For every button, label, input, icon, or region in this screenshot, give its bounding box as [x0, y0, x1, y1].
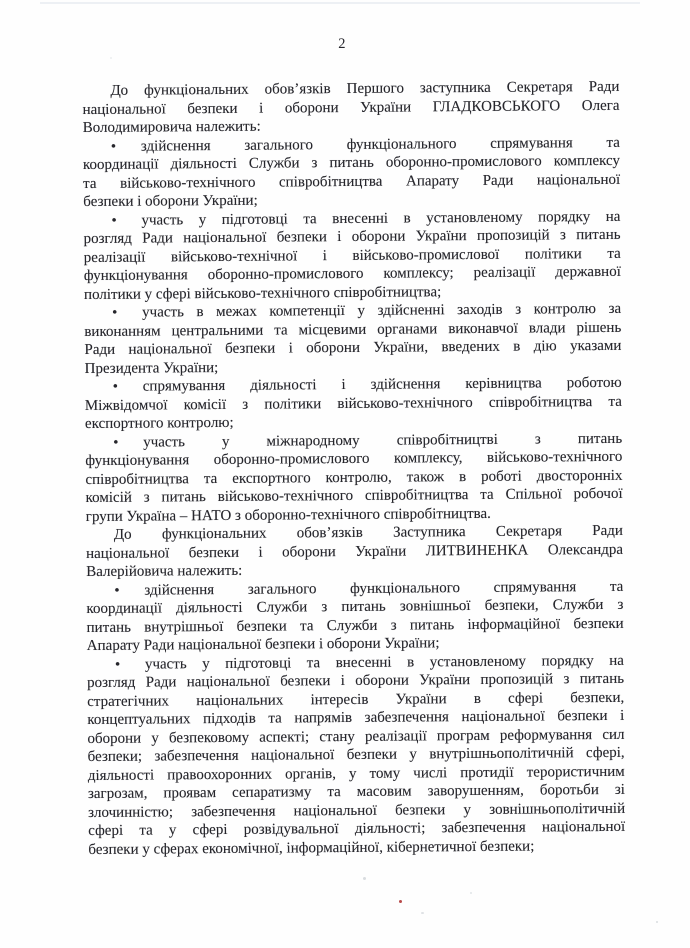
bullet-gap — [123, 667, 145, 668]
first-line-indent — [83, 223, 111, 224]
scan-speck — [363, 877, 366, 880]
text-line: Ради національної безпеки і оборони України, введених в дію указами — [84, 337, 622, 359]
first-line-indent — [85, 445, 113, 446]
scan-speck — [421, 912, 424, 914]
text-line: національної безпеки і оборони України ГЛАДКОВСЬКОГО Олега — [82, 97, 620, 118]
bullet-paragraph — [84, 300, 622, 378]
text-line: групи Україна – НАТО з оборонно-технічного співробітництва. — [85, 505, 491, 525]
text-line: • здійснення загального функціонального спрямування та — [83, 133, 620, 156]
text-line: оборони у безпековому аспекті; стану реалізації програм реформування сил — [87, 726, 625, 747]
text-line: політики у сфері військово-технічного співробітництва; — [83, 283, 442, 303]
bullet-gap — [121, 390, 143, 391]
text-line: Апарату Ради національної безпеки і оборони України; — [86, 635, 440, 655]
text-line: Міжвідомчої комісії з політики військово-технічного співробітництва та — [84, 393, 622, 414]
text-line: Валерійовича належить: — [86, 562, 243, 581]
bullet-marker-icon: • — [114, 656, 121, 673]
bullet-marker-icon: • — [110, 138, 117, 155]
text-line: • здійснення загального функціонального спрямування та — [86, 577, 623, 600]
paragraph — [82, 78, 619, 138]
bullet-marker-icon: • — [111, 212, 117, 229]
text-line: • участь у міжнародному співробітництві з питань — [85, 429, 622, 452]
bullet-paragraph — [83, 133, 621, 211]
text-line: безпеки у сферах економічної, інформаційної, кібернетичної безпеки; — [88, 838, 535, 858]
text-line: сфері та у сфері розвідувальної діяльності; забезпечення національної — [88, 818, 626, 840]
first-line-indent — [85, 390, 113, 391]
text-line: функціонування оборонно-промислового комплексу, військово-технічного — [85, 448, 623, 470]
first-line-indent — [86, 593, 114, 594]
scan-speck — [110, 57, 112, 59]
first-line-indent — [82, 94, 110, 95]
bullet-paragraph — [85, 429, 623, 526]
bullet-gap — [120, 316, 142, 317]
text-line: координації діяльності Служби з питань зовнішньої безпеки, Служби з — [86, 596, 624, 618]
text-line: До функціональних обов’язків Першого заступника Секретаря Ради — [82, 78, 619, 101]
text-line: Володимировича належить: — [82, 118, 261, 137]
bullet-marker-icon: • — [113, 434, 119, 451]
text-line: співробітництва та експортного контролю, також в роботі двосторонніх — [85, 467, 623, 488]
bullet-gap — [119, 149, 141, 150]
text-line: безпеки; забезпечення національної безпеки у внутрішньополітичній сфері, — [87, 744, 625, 766]
text-line: діяльності правоохоронних органів, у тому числі протидії терористичним — [87, 763, 625, 784]
scan-speck — [40, 2, 640, 4]
text-line: безпеки і оборони України; — [83, 192, 258, 211]
page-number: 2 — [338, 35, 346, 53]
text-line: розгляд Ради національної безпеки і оборони України пропозицій з питань — [86, 670, 625, 692]
text-line: • спрямування діяльності і здійснення керівництва роботою — [85, 374, 622, 397]
first-line-indent — [84, 316, 112, 317]
text-line: розгляд Ради національної безпеки і оборони України пропозицій з питань — [83, 226, 621, 248]
text-line: координації діяльності Служби з питань оборонно-промислового комплексу — [82, 152, 621, 174]
bullet-paragraph — [83, 207, 621, 304]
text-line: Президента України; — [84, 359, 219, 377]
paragraph — [86, 522, 623, 582]
document-body — [82, 78, 625, 859]
bullet-gap — [119, 223, 141, 224]
text-line: • участь у підготовці та внесенні в установленому порядку на — [83, 207, 620, 230]
scan-speck — [656, 921, 658, 923]
text-line: загрозам, проявам сепаратизму та масовим заворушенням, боротьби зі — [87, 781, 625, 803]
bullet-gap — [121, 445, 143, 446]
bullet-paragraph — [85, 374, 622, 434]
first-line-indent — [86, 538, 114, 539]
text-line: функціонування оборонно-промислового комплексу; реалізації державної — [83, 263, 621, 285]
scan-speck — [399, 900, 402, 903]
text-line: та військово-технічного співробітництва Апарату Ради національної — [83, 171, 621, 192]
bullet-marker-icon: • — [112, 378, 119, 395]
bullet-gap — [122, 593, 144, 594]
text-line: національної безпеки і оборони України ЛИТВИНЕНКА Олександра — [85, 541, 624, 562]
text-line: питань внутрішньої безпеки та Служби з питань інформаційної безпеки — [86, 615, 624, 636]
first-line-indent — [83, 149, 111, 150]
bullet-marker-icon: • — [114, 582, 120, 599]
bullet-paragraph — [87, 651, 626, 859]
text-line: комісій з питань військово-технічного співробітництва та Спільної робочої — [85, 485, 623, 507]
text-line: злочинністю; забезпечення національної безпеки у зовнішньополітичній — [88, 800, 626, 821]
bullet-marker-icon: • — [112, 304, 118, 321]
bullet-paragraph — [86, 577, 624, 655]
text-line: виконанням центральними та місцевими органами виконавчої влади рішень — [84, 319, 622, 340]
text-line: реалізації військово-технічної і військово-промислової політики та — [83, 245, 621, 266]
scan-speck — [470, 892, 472, 894]
text-line: експортного контролю; — [84, 414, 234, 433]
text-line: стратегічних національних інтересів України в сфері безпеки, — [87, 689, 625, 710]
text-line: До функціональних обов’язків Заступника Секретаря Ради — [86, 522, 623, 545]
text-line: концептуальних підходів та напрямів забезпечення національної безпеки і — [87, 707, 625, 729]
first-line-indent — [87, 667, 115, 668]
text-line: • участь в межах компетенції у здійсненні заходів з контролю за — [84, 300, 621, 323]
text-line: • участь у підготовці та внесенні в установленому порядку на — [87, 651, 624, 674]
